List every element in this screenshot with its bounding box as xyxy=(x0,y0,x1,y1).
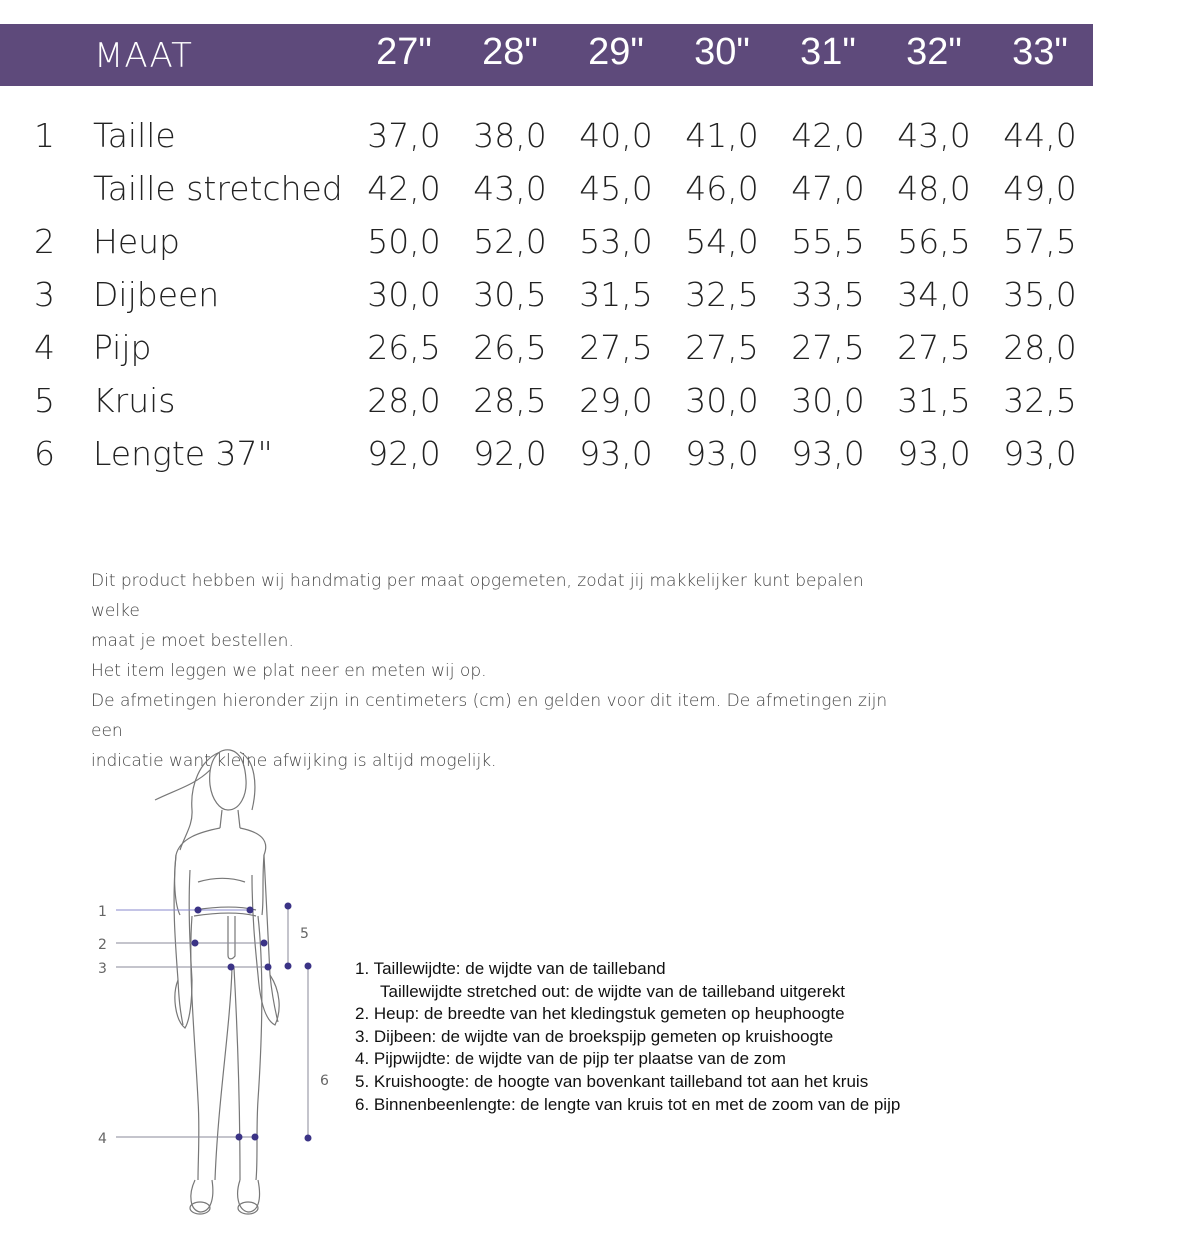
table-cell: 33,5 xyxy=(791,275,865,314)
marker-1: 1 xyxy=(98,904,107,920)
table-cell: 30,0 xyxy=(367,275,441,314)
table-cell: 27,5 xyxy=(791,328,865,367)
marker-2: 2 xyxy=(98,937,107,953)
table-cell: 30,0 xyxy=(791,381,865,420)
table-cell: 92,0 xyxy=(473,434,547,473)
table-row xyxy=(0,275,1100,325)
woman-sketch-icon xyxy=(80,740,360,1220)
row-number: 4 xyxy=(34,328,55,367)
legend-item: 3. Dijbeen: de wijdte van de broekspijp gemeten op kruishoogte xyxy=(355,1026,834,1046)
table-cell: 41,0 xyxy=(685,116,759,155)
table-cell: 93,0 xyxy=(579,434,653,473)
table-cell: 44,0 xyxy=(1003,116,1077,155)
table-cell: 93,0 xyxy=(897,434,971,473)
table-cell: 38,0 xyxy=(473,116,547,155)
table-cell: 49,0 xyxy=(1003,169,1077,208)
table-cell: 30,0 xyxy=(685,381,759,420)
marker-6: 6 xyxy=(320,1073,329,1089)
table-cell: 37,0 xyxy=(367,116,441,155)
intro-line: Dit product hebben wij handmatig per maat opgemeten, zodat jij makkelijker kunt bepalen welke xyxy=(91,571,864,621)
intro-line: indicatie want kleine afwijking is altijd mogelijk. xyxy=(91,751,497,771)
header-size-30: 30" xyxy=(694,31,750,73)
table-cell: 27,5 xyxy=(685,328,759,367)
table-cell: 57,5 xyxy=(1003,222,1077,261)
table-cell: 30,5 xyxy=(473,275,547,314)
marker-4: 4 xyxy=(98,1131,107,1147)
table-cell: 26,5 xyxy=(473,328,547,367)
table-cell: 55,5 xyxy=(791,222,865,261)
table-row xyxy=(0,381,1100,431)
table-cell: 32,5 xyxy=(685,275,759,314)
intro-line: maat je moet bestellen. xyxy=(91,631,294,651)
table-cell: 93,0 xyxy=(1003,434,1077,473)
legend-item: 1. Taillewijdte: de wijdte van de tailleband xyxy=(355,959,666,978)
table-cell: 46,0 xyxy=(685,169,759,208)
table-cell: 31,5 xyxy=(579,275,653,314)
header-size-29: 29" xyxy=(588,31,644,73)
row-number: 3 xyxy=(34,275,55,314)
header-size-31: 31" xyxy=(800,31,856,73)
header-size-32: 32" xyxy=(906,31,962,73)
table-cell: 43,0 xyxy=(897,116,971,155)
table-row xyxy=(0,434,1100,484)
table-cell: 52,0 xyxy=(473,222,547,261)
row-label: Dijbeen xyxy=(93,275,220,314)
row-label: Taille xyxy=(93,116,176,155)
row-label: Lengte 37" xyxy=(93,434,273,473)
table-cell: 29,0 xyxy=(579,381,653,420)
legend-item: 4. Pijpwijdte: de wijdte van de pijp ter plaatse van de zom xyxy=(355,1049,786,1069)
header-size-28: 28" xyxy=(482,31,538,73)
marker-5: 5 xyxy=(300,926,309,942)
measurement-figure xyxy=(80,740,360,1220)
table-row xyxy=(0,116,1100,166)
table-cell: 35,0 xyxy=(1003,275,1077,314)
measurement-legend xyxy=(355,958,900,1116)
table-cell: 40,0 xyxy=(579,116,653,155)
legend-item: 2. Heup: de breedte van het kledingstuk gemeten op heuphoogte xyxy=(355,1004,845,1024)
table-cell: 50,0 xyxy=(367,222,441,261)
table-cell: 32,5 xyxy=(1003,381,1077,420)
table-cell: 31,5 xyxy=(897,381,971,420)
table-row xyxy=(0,222,1100,272)
table-cell: 27,5 xyxy=(579,328,653,367)
table-cell: 47,0 xyxy=(791,169,865,208)
legend-item: 6. Binnenbeenlengte: de lengte van kruis tot en met de zoom van de pijp xyxy=(355,1094,901,1114)
legend-item: 5. Kruishoogte: de hoogte van bovenkant tailleband tot aan het kruis xyxy=(355,1071,869,1091)
header-size-33: 33" xyxy=(1012,31,1068,73)
intro-line: Het item leggen we plat neer en meten wij op. xyxy=(91,661,487,681)
table-row xyxy=(0,169,1100,219)
row-label: Kruis xyxy=(93,381,176,420)
row-number: 5 xyxy=(34,381,55,420)
table-cell: 28,0 xyxy=(367,381,441,420)
table-row xyxy=(0,328,1100,378)
table-cell: 43,0 xyxy=(473,169,547,208)
table-cell: 48,0 xyxy=(897,169,971,208)
table-cell: 28,0 xyxy=(1003,328,1077,367)
row-number: 6 xyxy=(34,434,55,473)
header-size-27: 27" xyxy=(376,31,432,73)
table-cell: 54,0 xyxy=(685,222,759,261)
marker-3: 3 xyxy=(98,961,107,977)
intro-line: De afmetingen hieronder zijn in centimeters (cm) en gelden voor dit item. De afmetingen zijn een xyxy=(91,691,888,741)
table-cell: 27,5 xyxy=(897,328,971,367)
table-cell: 26,5 xyxy=(367,328,441,367)
table-cell: 45,0 xyxy=(579,169,653,208)
row-number: 1 xyxy=(34,116,55,155)
row-label: Taille stretched xyxy=(93,169,343,208)
table-cell: 93,0 xyxy=(685,434,759,473)
table-cell: 92,0 xyxy=(367,434,441,473)
header-label: MAAT xyxy=(94,36,193,76)
table-cell: 42,0 xyxy=(791,116,865,155)
row-label: Pijp xyxy=(93,328,152,367)
table-cell: 28,5 xyxy=(473,381,547,420)
table-cell: 34,0 xyxy=(897,275,971,314)
table-cell: 93,0 xyxy=(791,434,865,473)
row-label: Heup xyxy=(93,222,180,261)
table-cell: 53,0 xyxy=(579,222,653,261)
table-cell: 42,0 xyxy=(367,169,441,208)
legend-item: Taillewijdte stretched out: de wijdte van de tailleband uitgerekt xyxy=(380,981,845,1001)
table-cell: 56,5 xyxy=(897,222,971,261)
row-number: 2 xyxy=(34,222,55,261)
